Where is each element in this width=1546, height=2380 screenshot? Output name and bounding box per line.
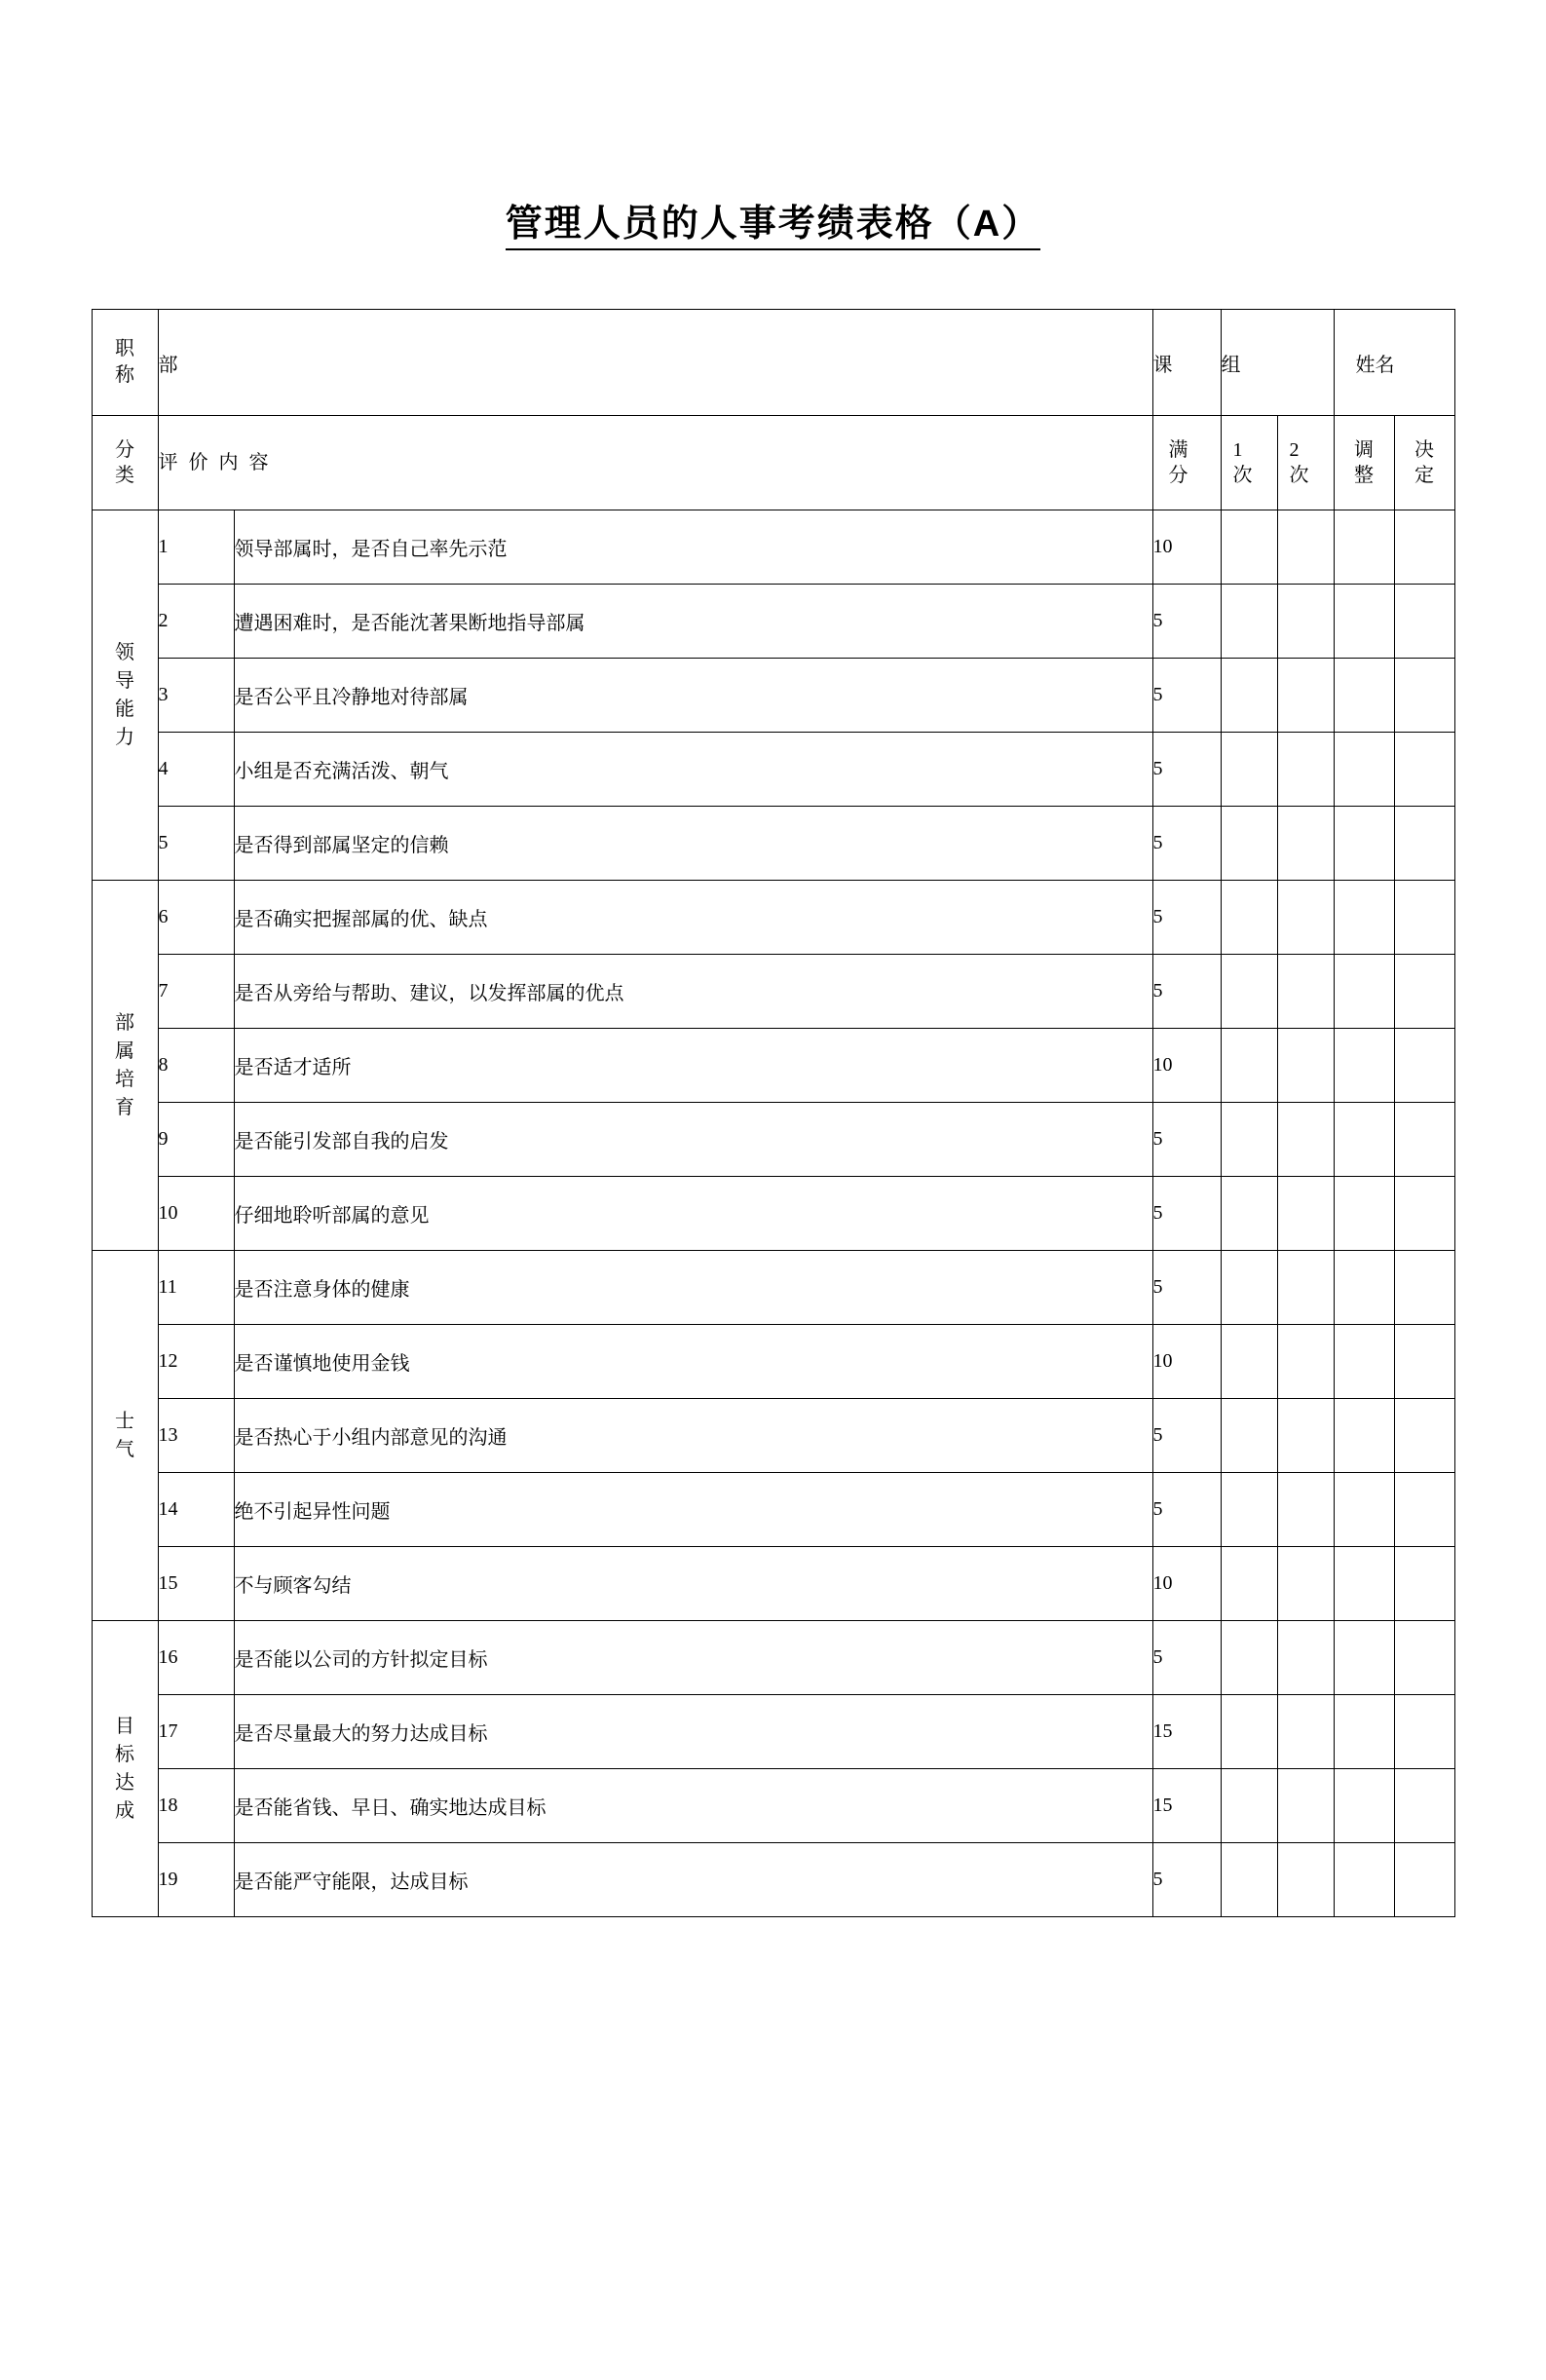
col-adjust: 调 整 [1334, 416, 1394, 510]
item-number: 4 [158, 733, 234, 807]
item-adjust-score[interactable] [1334, 1325, 1394, 1399]
item-decide-score[interactable] [1394, 1325, 1454, 1399]
item-second-score[interactable] [1277, 1399, 1334, 1473]
item-content: 是否得到部属坚定的信赖 [234, 807, 1152, 881]
category-cell: 领 导 能 力 [92, 510, 158, 881]
item-first-score[interactable] [1221, 955, 1277, 1029]
item-adjust-score[interactable] [1334, 881, 1394, 955]
category-cell: 士 气 [92, 1251, 158, 1621]
item-full-score: 10 [1152, 1029, 1221, 1103]
team-field[interactable] [1221, 310, 1334, 416]
item-first-score[interactable] [1221, 1177, 1277, 1251]
table-row [92, 1251, 1454, 1325]
item-first-score[interactable] [1221, 510, 1277, 585]
item-content: 是否能引发部自我的启发 [234, 1103, 1152, 1177]
item-first-score[interactable] [1221, 1251, 1277, 1325]
item-adjust-score[interactable] [1334, 1695, 1394, 1769]
item-content: 绝不引起异性问题 [234, 1473, 1152, 1547]
item-decide-score[interactable] [1394, 1029, 1454, 1103]
item-content: 仔细地聆听部属的意见 [234, 1177, 1152, 1251]
page-title [0, 193, 1546, 246]
item-second-score[interactable] [1277, 1251, 1334, 1325]
item-full-score: 5 [1152, 807, 1221, 881]
item-first-score[interactable] [1221, 881, 1277, 955]
item-number: 10 [158, 1177, 234, 1251]
section-label: 课 [1152, 354, 1173, 376]
item-content: 是否适才适所 [234, 1029, 1152, 1103]
item-adjust-score[interactable] [1334, 659, 1394, 733]
item-content: 是否确实把握部属的优、缺点 [234, 881, 1152, 955]
item-content: 是否谨慎地使用金钱 [234, 1325, 1152, 1399]
item-adjust-score[interactable] [1334, 1769, 1394, 1843]
item-first-score[interactable] [1221, 1547, 1277, 1621]
item-second-score[interactable] [1277, 659, 1334, 733]
document-page [0, 193, 1546, 2380]
item-full-score: 5 [1152, 1843, 1221, 1917]
item-full-score: 5 [1152, 733, 1221, 807]
item-adjust-score[interactable] [1334, 1843, 1394, 1917]
position-label: 职 称 [92, 310, 158, 416]
item-decide-score[interactable] [1394, 1103, 1454, 1177]
item-second-score[interactable] [1277, 585, 1334, 659]
item-full-score: 5 [1152, 1473, 1221, 1547]
item-adjust-score[interactable] [1334, 1103, 1394, 1177]
item-number: 9 [158, 1103, 234, 1177]
item-first-score[interactable] [1221, 1473, 1277, 1547]
item-first-score[interactable] [1221, 1843, 1277, 1917]
item-second-score[interactable] [1277, 1843, 1334, 1917]
item-content: 是否能省钱、早日、确实地达成目标 [234, 1769, 1152, 1843]
item-adjust-score[interactable] [1334, 733, 1394, 807]
item-number: 18 [158, 1769, 234, 1843]
item-adjust-score[interactable] [1334, 1399, 1394, 1473]
item-decide-score[interactable] [1394, 1177, 1454, 1251]
name-label: 姓名 [1355, 354, 1395, 376]
item-adjust-score[interactable] [1334, 807, 1394, 881]
item-number: 14 [158, 1473, 234, 1547]
item-decide-score[interactable] [1394, 1251, 1454, 1325]
table-row [92, 1029, 1454, 1103]
table-row [92, 1177, 1454, 1251]
item-number: 7 [158, 955, 234, 1029]
item-full-score: 5 [1152, 659, 1221, 733]
item-decide-score[interactable] [1394, 733, 1454, 807]
item-content: 遭遇困难时，是否能沈著果断地指导部属 [234, 585, 1152, 659]
item-adjust-score[interactable] [1334, 1473, 1394, 1547]
col-category: 分 类 [92, 416, 158, 510]
item-second-score[interactable] [1277, 733, 1334, 807]
section-field[interactable] [1152, 310, 1221, 416]
table-row [92, 585, 1454, 659]
item-full-score: 5 [1152, 585, 1221, 659]
table-row [92, 510, 1454, 585]
table-row [92, 881, 1454, 955]
item-adjust-score[interactable] [1334, 510, 1394, 585]
item-number: 3 [158, 659, 234, 733]
item-first-score[interactable] [1221, 585, 1277, 659]
item-decide-score[interactable] [1394, 1769, 1454, 1843]
item-first-score[interactable] [1221, 807, 1277, 881]
item-second-score[interactable] [1277, 955, 1334, 1029]
item-full-score: 5 [1152, 1177, 1221, 1251]
col-content: 评 价 内 容 [158, 416, 1152, 510]
item-full-score: 5 [1152, 1251, 1221, 1325]
item-second-score[interactable] [1277, 807, 1334, 881]
item-adjust-score[interactable] [1334, 1177, 1394, 1251]
item-content: 不与顾客勾结 [234, 1547, 1152, 1621]
table-row [92, 1325, 1454, 1399]
appraisal-table [92, 309, 1455, 1917]
table-row [92, 955, 1454, 1029]
item-content: 是否公平且冷静地对待部属 [234, 659, 1152, 733]
item-adjust-score[interactable] [1334, 1621, 1394, 1695]
item-number: 16 [158, 1621, 234, 1695]
item-decide-score[interactable] [1394, 585, 1454, 659]
item-full-score: 5 [1152, 881, 1221, 955]
item-content: 小组是否充满活泼、朝气 [234, 733, 1152, 807]
item-adjust-score[interactable] [1334, 1547, 1394, 1621]
item-decide-score[interactable] [1394, 1695, 1454, 1769]
item-second-score[interactable] [1277, 1473, 1334, 1547]
category-cell: 部 属 培 育 [92, 881, 158, 1251]
item-first-score[interactable] [1221, 1769, 1277, 1843]
item-full-score: 15 [1152, 1769, 1221, 1843]
item-decide-score[interactable] [1394, 955, 1454, 1029]
table-row [92, 1695, 1454, 1769]
category-cell: 目 标 达 成 [92, 1621, 158, 1917]
table-row [92, 1843, 1454, 1917]
col-full-score: 满 分 [1152, 416, 1221, 510]
item-first-score[interactable] [1221, 1399, 1277, 1473]
department-label: 部 [158, 354, 178, 376]
col-second: 2 次 [1277, 416, 1334, 510]
item-number: 1 [158, 510, 234, 585]
item-decide-score[interactable] [1394, 659, 1454, 733]
item-full-score: 10 [1152, 1547, 1221, 1621]
item-second-score[interactable] [1277, 1177, 1334, 1251]
item-first-score[interactable] [1221, 1325, 1277, 1399]
item-full-score: 5 [1152, 955, 1221, 1029]
item-second-score[interactable] [1277, 1325, 1334, 1399]
item-second-score[interactable] [1277, 1769, 1334, 1843]
name-field[interactable] [1334, 310, 1454, 416]
item-decide-score[interactable] [1394, 1547, 1454, 1621]
table-row [92, 1103, 1454, 1177]
item-number: 8 [158, 1029, 234, 1103]
item-content: 领导部属时，是否自己率先示范 [234, 510, 1152, 585]
table-row [92, 1621, 1454, 1695]
item-adjust-score[interactable] [1334, 1029, 1394, 1103]
item-decide-score[interactable] [1394, 1399, 1454, 1473]
item-first-score[interactable] [1221, 1621, 1277, 1695]
table-row [92, 1769, 1454, 1843]
item-number: 15 [158, 1547, 234, 1621]
department-field[interactable] [158, 310, 1152, 416]
table-row [92, 1399, 1454, 1473]
item-full-score: 5 [1152, 1621, 1221, 1695]
item-full-score: 5 [1152, 1103, 1221, 1177]
item-second-score[interactable] [1277, 881, 1334, 955]
appraisal-form [92, 309, 1455, 1917]
item-number: 12 [158, 1325, 234, 1399]
item-content: 是否注意身体的健康 [234, 1251, 1152, 1325]
item-number: 11 [158, 1251, 234, 1325]
item-decide-score[interactable] [1394, 1621, 1454, 1695]
item-first-score[interactable] [1221, 733, 1277, 807]
col-decide: 决 定 [1394, 416, 1454, 510]
table-row [92, 1547, 1454, 1621]
item-second-score[interactable] [1277, 1103, 1334, 1177]
table-row [92, 733, 1454, 807]
table-row [92, 1473, 1454, 1547]
item-decide-score[interactable] [1394, 881, 1454, 955]
item-first-score[interactable] [1221, 1029, 1277, 1103]
item-second-score[interactable] [1277, 510, 1334, 585]
item-full-score: 15 [1152, 1695, 1221, 1769]
team-label: 组 [1221, 354, 1241, 376]
item-first-score[interactable] [1221, 1103, 1277, 1177]
item-second-score[interactable] [1277, 1547, 1334, 1621]
column-header-row [92, 416, 1454, 510]
item-content: 是否能以公司的方针拟定目标 [234, 1621, 1152, 1695]
page-title-text: 管理人员的人事考绩表格（A） [506, 204, 1040, 250]
item-number: 17 [158, 1695, 234, 1769]
item-adjust-score[interactable] [1334, 955, 1394, 1029]
item-number: 5 [158, 807, 234, 881]
item-number: 13 [158, 1399, 234, 1473]
table-row [92, 807, 1454, 881]
item-full-score: 10 [1152, 1325, 1221, 1399]
item-adjust-score[interactable] [1334, 1251, 1394, 1325]
item-decide-score[interactable] [1394, 510, 1454, 585]
item-content: 是否从旁给与帮助、建议，以发挥部属的优点 [234, 955, 1152, 1029]
item-decide-score[interactable] [1394, 1473, 1454, 1547]
item-content: 是否能严守能限，达成目标 [234, 1843, 1152, 1917]
table-row [92, 659, 1454, 733]
item-content: 是否热心于小组内部意见的沟通 [234, 1399, 1152, 1473]
item-first-score[interactable] [1221, 1695, 1277, 1769]
item-number: 2 [158, 585, 234, 659]
item-number: 19 [158, 1843, 234, 1917]
item-second-score[interactable] [1277, 1029, 1334, 1103]
item-number: 6 [158, 881, 234, 955]
identity-row [92, 310, 1454, 416]
col-first: 1 次 [1221, 416, 1277, 510]
item-adjust-score[interactable] [1334, 585, 1394, 659]
item-second-score[interactable] [1277, 1621, 1334, 1695]
item-decide-score[interactable] [1394, 807, 1454, 881]
item-content: 是否尽量最大的努力达成目标 [234, 1695, 1152, 1769]
item-full-score: 5 [1152, 1399, 1221, 1473]
item-decide-score[interactable] [1394, 1843, 1454, 1917]
appraisal-table-body [92, 310, 1454, 1917]
item-second-score[interactable] [1277, 1695, 1334, 1769]
item-full-score: 10 [1152, 510, 1221, 585]
item-first-score[interactable] [1221, 659, 1277, 733]
